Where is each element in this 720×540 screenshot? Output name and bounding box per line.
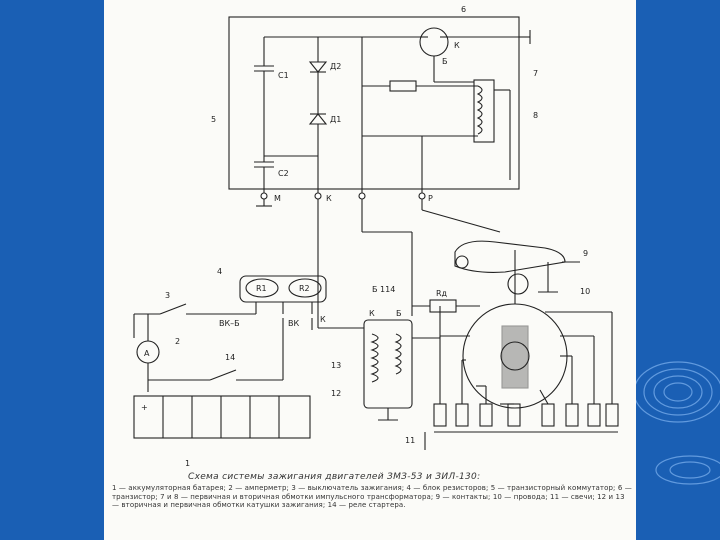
label-k-wire: К (320, 315, 326, 324)
label-10: 10 (580, 287, 591, 296)
ignition-coil (364, 320, 412, 408)
commutator-box (229, 17, 519, 189)
label-8: 8 (533, 111, 539, 120)
label-r1: R1 (256, 284, 267, 293)
caption-title: Схема системы зажигания двигателей ЗМЗ-53 и ЗИЛ-130: (188, 472, 481, 482)
label-battery-plus: + (141, 403, 148, 412)
figure-caption (112, 472, 632, 510)
ignition-circuit-diagram (104, 0, 636, 470)
label-3: 3 (165, 291, 171, 300)
label-coil-b: Б (396, 309, 402, 318)
resistor-commutator (390, 81, 416, 91)
label-vk-b: ВК–Б (219, 319, 240, 328)
label-terminal-p: Р (428, 194, 433, 203)
transistor (420, 28, 448, 56)
additional-resistor (430, 300, 456, 312)
label-c1: C1 (278, 71, 289, 80)
label-11: 11 (405, 436, 416, 445)
label-coil-k: К (369, 309, 375, 318)
label-c2: C2 (278, 169, 289, 178)
label-14: 14 (225, 353, 236, 362)
label-5: 5 (211, 115, 217, 124)
label-rd: Rд (436, 289, 448, 298)
label-1: 1 (185, 459, 191, 468)
label-2: 2 (175, 337, 181, 346)
label-12: 12 (331, 389, 342, 398)
pulse-transformer (474, 80, 494, 142)
label-terminal-m: М (274, 194, 281, 203)
label-transistor-b: Б (442, 57, 448, 66)
label-d2: Д2 (330, 62, 342, 71)
label-ammeter: А (144, 349, 150, 358)
label-r2: R2 (299, 284, 310, 293)
label-d1: Д1 (330, 115, 342, 124)
label-7: 7 (533, 69, 539, 78)
label-9: 9 (583, 249, 589, 258)
label-terminal-k: К (326, 194, 332, 203)
battery (134, 396, 310, 438)
label-6: 6 (461, 5, 467, 14)
label-vk: ВК (288, 319, 300, 328)
label-transistor-k: К (454, 41, 460, 50)
label-b114: Б 114 (372, 285, 396, 294)
label-4: 4 (217, 267, 223, 276)
caption-legend: 1 — аккумуляторная батарея; 2 — амперметр; 3 — выключатель зажигания; 4 — блок резисторов; 5 — транзисторный коммутатор; 6 — транзистор; 7 и 8 — первичная и вторичная обмотки импульсного трансформатора; 9 — контакты; 10 — провода; 11 — свечи; 12 и 13 — вторичная и первичная обмотки катушки зажигания; 14 — реле стартера. (112, 484, 632, 510)
label-13: 13 (331, 361, 342, 370)
